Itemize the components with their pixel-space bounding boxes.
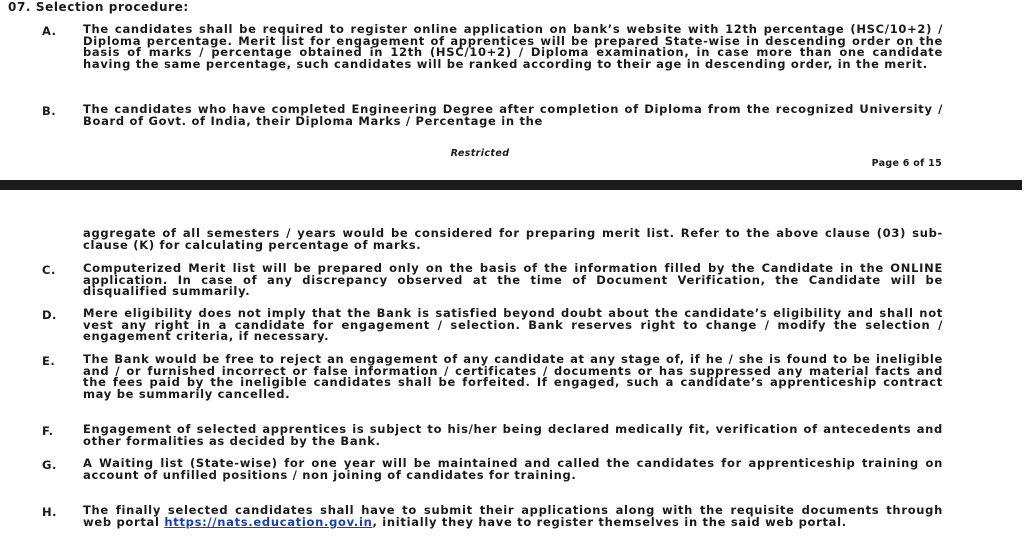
clause-text [83, 505, 943, 528]
nats-portal-link[interactable]: https://nats.education.gov.in [164, 514, 373, 529]
clause-text-bold: In case of any discrepancy observed at the time of Document Verification, the Candidate will be disqualified summarily. [83, 272, 943, 299]
clause-letter: F. [42, 424, 54, 438]
clause-text: The candidates who have completed Engineering Degree after completion of Diploma from the recognized University / Board of Govt. of India, their Diploma Marks / Percentage in the [83, 102, 943, 128]
clause-letter: A. [42, 24, 57, 38]
clause-letter: D. [42, 308, 57, 322]
page-number: Page 6 of 15 [871, 158, 942, 169]
clause-text: A Waiting list (State-wise) for one year will be maintained and called the candidates for apprenticeship training on account of unfilled positions / non joining of candidates for training. [83, 456, 943, 482]
clause-text: The Bank would be free to reject an engagement of any candidate at any stage of, if he / she is found to be ineligible and / or furnished incorrect or false information / certificates / documents or has suppressed any material facts and the fees paid by the ineligible candidates shall be forfeited. If engaged, such a candidate’s apprenticeship contract may be summarily cancelled. [83, 352, 943, 401]
clause-letter: H. [42, 505, 57, 519]
page-6-bottom-section [0, 0, 1024, 180]
clause-letter: B. [42, 104, 57, 118]
section-heading: 07. Selection procedure: [8, 0, 189, 14]
clause-text: The candidates shall be required to register online application on bank’s website with 12th percentage (HSC/10+2) / Diploma percentage. Merit list for engagement of apprentices will be prepared State-wise in descending order on the basis of marks / percentage obtained in 12th (HSC/10+2) / Diploma examination, in case more than one candidate having the same percentage, such candidates will be ranked according to their age in descending order, in the merit. [83, 22, 943, 71]
clause-letter: C. [42, 263, 56, 277]
clause-text [83, 263, 943, 298]
clause-text: aggregate of all semesters / years would be considered for preparing merit list. Refer to the above clause (03) sub-clause (K) for calculating percentage of marks. [83, 226, 943, 252]
clause-text-normal: Computerized Merit list will be prepared only on the basis of the information filled by the Candidate in the ONLINE application. [83, 261, 943, 287]
restricted-mark: Restricted [450, 148, 510, 159]
clause-text-bold: , initially they have to register themselves in the said web portal. [372, 514, 847, 529]
clause-text-bold: The finally selected candidates shall have to submit their applications along with the requisite documents through web portal [83, 503, 943, 529]
page-7-top-section [0, 190, 1024, 536]
clause-letter: E. [42, 354, 56, 368]
clause-text: Engagement of selected apprentices is subject to his/her being declared medically fit, verification of antecedents and other formalities as decided by the Bank. [83, 422, 943, 448]
clause-letter: G. [42, 458, 57, 472]
clause-text: Mere eligibility does not imply that the Bank is satisfied beyond doubt about the candidate’s eligibility and shall not vest any right in a candidate for engagement / selection. Bank reserves right to change / modify the selection / engagement criteria, if necessary. [83, 306, 943, 344]
page-divider [0, 180, 1022, 190]
